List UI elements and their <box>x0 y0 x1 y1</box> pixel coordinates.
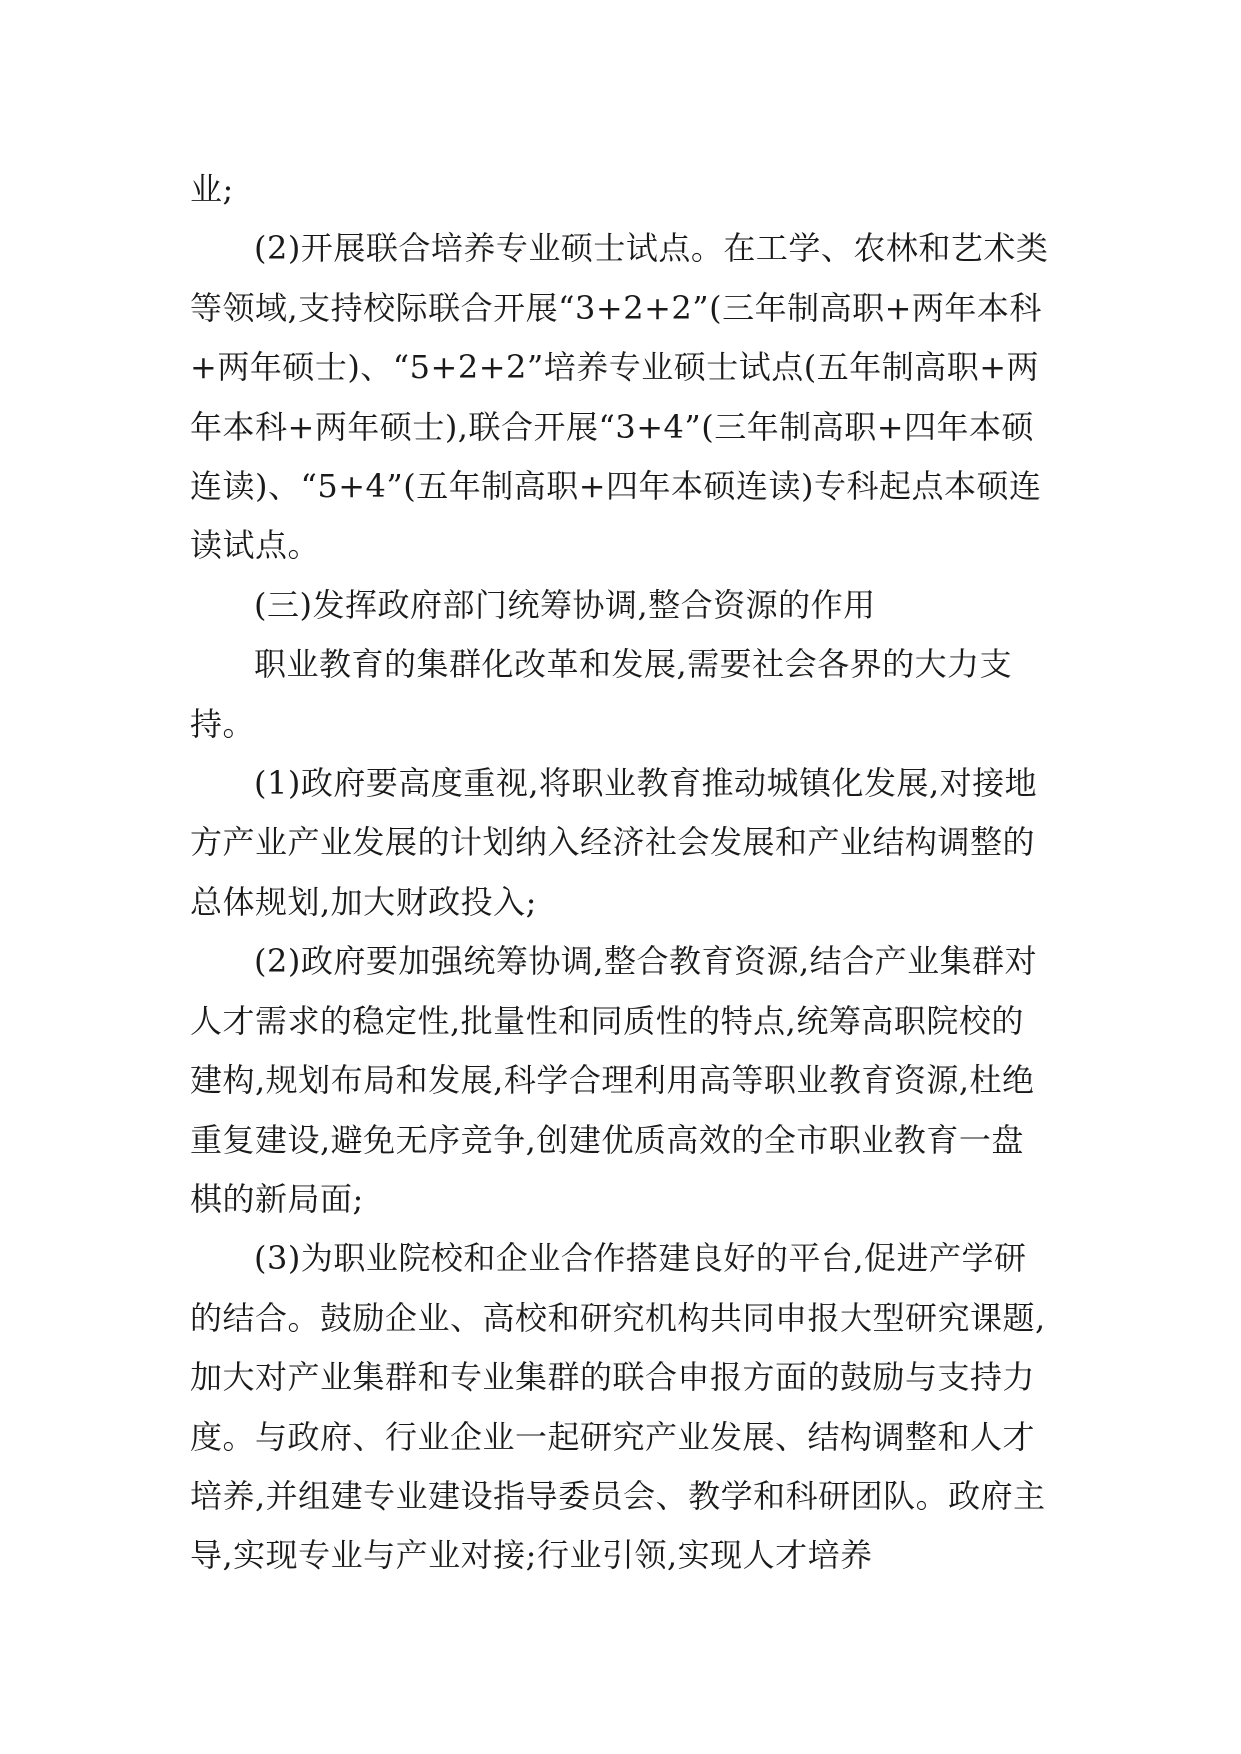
paragraph-government-coordination: (2)政府要加强统筹协调,整合教育资源,结合产业集群对人才需求的稳定性,批量性和同质性的特点,统筹高职院校的建构,规划布局和发展,科学合理利用高等职业教育资源,杜绝重复建设,避免无序竞争,创建优质高效的全市职业教育一盘棋的新局面; <box>190 942 1038 1218</box>
paragraph-section-intro: 职业教育的集群化改革和发展,需要社会各界的大力支持。 <box>190 645 1013 743</box>
paragraph-government-attention: (1)政府要高度重视,将职业教育推动城镇化发展,对接地方产业产业发展的计划纳入经济社会发展和产业结构调整的总体规划,加大财政投入; <box>190 764 1038 921</box>
section-heading-government-role: (三)发挥政府部门统筹协调,整合资源的作用 <box>254 585 876 624</box>
paragraph-cooperation-platform: (3)为职业院校和企业合作搭建良好的平台,促进产学研的结合。鼓励企业、高校和研究机构共同申报大型研究课题,加大对产业集群和专业集群的联合申报方面的鼓励与支持力度。与政府、行业企业一起研究产业发展、结构调整和人才培养,并组建专业建设指导委员会、教学和科研团队。政府主导,实现专业与产业对接;行业引领,实现人才培养 <box>190 1239 1046 1575</box>
paragraph-joint-master-pilot: (2)开展联合培养专业硕士试点。在工学、农林和艺术类等领域,支持校际联合开展“3+2+2”(三年制高职+两年本科+两年硕士)、“5+2+2”培养专业硕士试点(五年制高职+两年本科+两年硕士),联合开展“3+4”(三年制高职+四年本硕连读)、“5+4”(五年制高职+四年本硕连读)专科起点本硕连读试点。 <box>190 229 1049 565</box>
paragraph-continuation: 业; <box>190 170 234 208</box>
document-body <box>190 160 1052 1586</box>
